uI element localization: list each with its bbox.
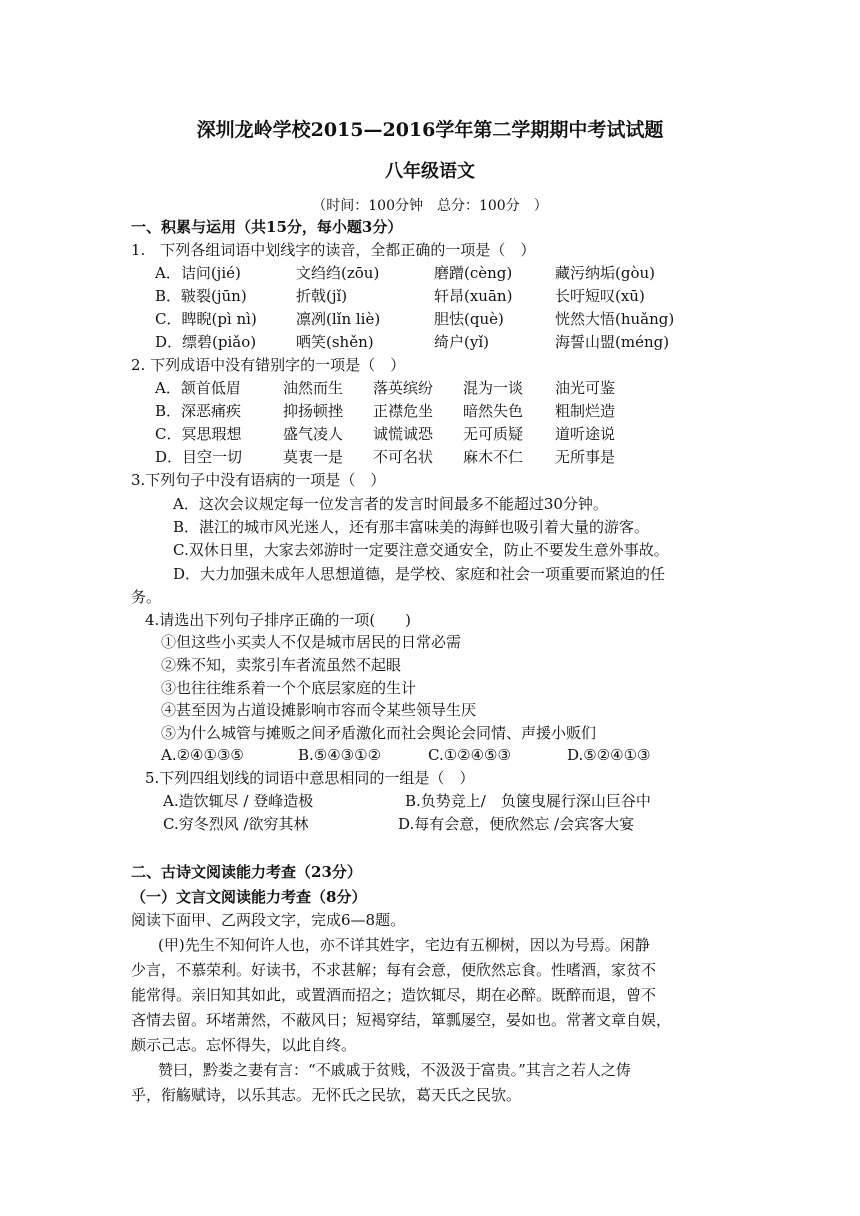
passage-line: 吝情去留。环堵萧然，不蔽风日；短褐穿结，箪瓢屡空，晏如也。常著文章自娱， xyxy=(131,1011,672,1029)
option-cell: 抑扬顿挫 xyxy=(283,402,344,420)
passage-line: 赞曰，黔娄之妻有言：“不戚戚于贫贱，不汲汲于富贵。”其言之若人之俦 xyxy=(158,1061,631,1079)
choice-a: A.②④①③⑤ xyxy=(161,746,244,764)
option-cell: 哂笑(shěn) xyxy=(296,333,374,351)
option-cell: 文绉绉(zōu) xyxy=(296,264,380,282)
sentence-item: ②殊不知，卖浆引车者流虽然不起眼 xyxy=(161,656,402,674)
question-stem: 2. 下列成语中没有错别字的一项是（ ） xyxy=(131,356,406,374)
option-cell: D．目空一切 xyxy=(155,448,243,466)
sentence-item: ⑤为什么城管与摊贩之间矛盾激化而社会舆论会同情、声援小贩们 xyxy=(161,724,597,742)
option-line: B．湛江的城市风光迷人，还有那丰富味美的海鲜也吸引着大量的游客。 xyxy=(173,518,650,536)
choice-b: B.负势竞上/ 负箧曳屣行深山巨谷中 xyxy=(405,792,651,810)
option-cell: 海誓山盟(méng) xyxy=(555,333,670,351)
passage-line: 能常得。亲旧知其如此，或置酒而招之；造饮辄尽，期在必醉。既醉而退，曾不 xyxy=(131,986,657,1004)
option-cell: 落英缤纷 xyxy=(373,379,434,397)
option-cell: 粗制烂造 xyxy=(555,402,616,420)
option-cell: 无可质疑 xyxy=(463,425,524,443)
section-heading: 一、积累与运用（共15分，每小题3分） xyxy=(131,218,403,236)
option-cell: 油光可鉴 xyxy=(555,379,616,397)
sentence-item: ①但这些小买卖人不仅是城市居民的日常必需 xyxy=(161,633,462,651)
section-heading: 二、古诗文阅读能力考查（23分） xyxy=(131,863,362,881)
option-cell: C．睥睨(pì nì) xyxy=(155,310,257,328)
passage-line: 乎，衔觞赋诗，以乐其志。无怀氏之民欤，葛天氏之民欤。 xyxy=(131,1086,522,1104)
option-cell: 藏污纳垢(gòu) xyxy=(555,264,655,282)
passage-line: (甲)先生不知何许人也，亦不详其姓字，宅边有五柳树，因以为号焉。闲静 xyxy=(158,936,650,954)
option-cell: 折戟(jǐ) xyxy=(296,287,348,305)
option-cell: 诚慌诚恐 xyxy=(373,425,434,443)
option-cell: 莫衷一是 xyxy=(283,448,344,466)
option-cell: B．皲裂(jūn) xyxy=(155,287,247,305)
page-subtitle: 八年级语文 xyxy=(385,161,475,182)
question-stem: 3.下列句子中没有语病的一项是（ ） xyxy=(131,471,386,489)
option-cell: C．冥思瑕想 xyxy=(155,425,242,443)
option-cell: 盛气凌人 xyxy=(283,425,344,443)
question-stem: 1. 下列各组词语中划线字的读音，全都正确的一项是（ ） xyxy=(131,241,536,259)
subsection-heading: （一）文言文阅读能力考查（8分） xyxy=(131,888,367,906)
choice-c: C.①②④⑤③ xyxy=(428,746,511,764)
option-cell: 凛冽(lǐn liè) xyxy=(296,310,381,328)
option-cell: 混为一谈 xyxy=(463,379,524,397)
option-cell: A．诘问(jié) xyxy=(155,264,241,282)
option-line: C.双休日里，大家去郊游时一定要注意交通安全，防止不要发生意外事故。 xyxy=(173,541,669,559)
sentence-item: ④甚至因为占道设摊影响市容而令某些领导生厌 xyxy=(161,701,477,719)
choice-c: C.穷冬烈风 /欲穷其林 xyxy=(163,815,309,833)
passage-line: 颇示己志。忘怀得失，以此自终。 xyxy=(131,1036,357,1054)
question-stem: 4.请选出下列句子排序正确的一项( ) xyxy=(145,611,412,629)
option-line: D．大力加强未成年人思想道德，是学校、家庭和社会一项重要而紧迫的任 xyxy=(173,565,666,583)
option-cell: A．颔首低眉 xyxy=(155,379,241,397)
exam-info: （时间：100分钟 总分：100分 ） xyxy=(312,198,548,214)
option-line: 务。 xyxy=(131,588,162,606)
option-cell: 磨蹭(cèng) xyxy=(434,264,513,282)
option-cell: 不可名状 xyxy=(373,448,434,466)
option-cell: 无所事是 xyxy=(555,448,616,466)
choice-d: D.每有会意，便欣然忘 /会宾客大宴 xyxy=(398,815,635,833)
option-cell: 暗然失色 xyxy=(463,402,524,420)
option-cell: 油然而生 xyxy=(283,379,344,397)
option-cell: 道听途说 xyxy=(555,425,616,443)
choice-d: D.⑤②④①③ xyxy=(567,746,651,764)
option-cell: 轩昂(xuān) xyxy=(434,287,513,305)
option-cell: 麻木不仁 xyxy=(463,448,524,466)
option-cell: 胆怯(què) xyxy=(434,310,504,328)
option-cell: B．深恶痛疾 xyxy=(155,402,242,420)
option-cell: 恍然大悟(huǎng) xyxy=(555,310,675,328)
choice-a: A.造饮辄尽 / 登峰造极 xyxy=(163,792,314,810)
page-title: 深圳龙岭学校2015—2016学年第二学期期中考试试题 xyxy=(196,119,664,141)
instruction: 阅读下面甲、乙两段文字，完成6—8题。 xyxy=(131,911,406,929)
option-cell: D．缥碧(piǎo) xyxy=(155,333,257,351)
sentence-item: ③也往往维系着一个个底层家庭的生计 xyxy=(161,679,417,697)
question-stem: 5.下列四组划线的词语中意思相同的一组是（ ） xyxy=(145,769,475,787)
option-cell: 绮户(yǐ) xyxy=(434,333,489,351)
passage-line: 少言，不慕荣利。好读书，不求甚解；每有会意，便欣然忘食。性嗜酒，家贫不 xyxy=(131,961,657,979)
option-cell: 正襟危坐 xyxy=(373,402,434,420)
choice-b: B.⑤④③①② xyxy=(298,746,382,764)
option-line: A．这次会议规定每一位发言者的发言时间最多不能超过30分钟。 xyxy=(173,495,608,513)
option-cell: 长吁短叹(xū) xyxy=(555,287,645,305)
